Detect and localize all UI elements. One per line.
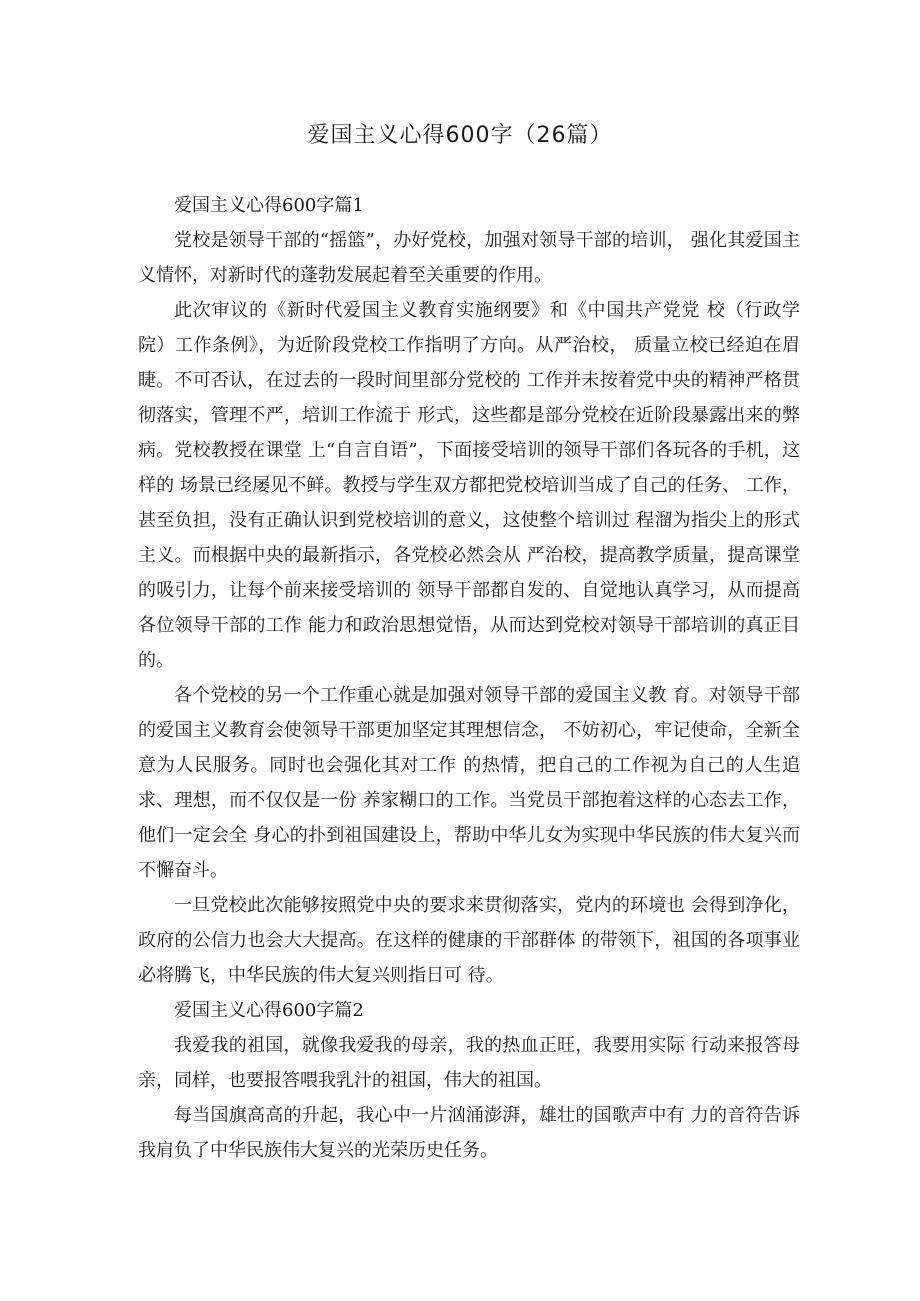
paragraph: 各个党校的另一个工作重心就是加强对领导干部的爱国主义教 育。对领导干部的爱国主义教育会使领导干部更加坚定其理想信念， 不妨初心，牢记使命，全新全意为人民服务。同时也会强化其对工作 的热情，把自己的工作视为自己的人生追求、理想，而不仅仅是一份 养家糊口的工作。当党员干部抱着这样的心态去工作，他们一定会全 身心的扑到祖国建设上，帮助中华儿女为实现中华民族的伟大复兴而 不懈奋斗。 <box>138 685 800 881</box>
section-heading-2: 爱国主义心得600字篇2 <box>174 1000 364 1021</box>
section-heading-1: 爱国主义心得600字篇1 <box>174 195 364 216</box>
paragraph: 一旦党校此次能够按照党中央的要求来贯彻落实，党内的环境也 会得到净化，政府的公信力也会大大提高。在这样的健康的干部群体 的带领下，祖国的各项事业必将腾飞，中华民族的伟大复兴则指日可 待。 <box>138 895 800 986</box>
paragraph: 党校是领导干部的“摇篮”，办好党校，加强对领导干部的培训， 强化其爱国主义情怀，对新时代的蓬勃发展起着至关重要的作用。 <box>138 230 800 286</box>
paragraph: 每当国旗高高的升起，我心中一片汹涌澎湃，雄壮的国歌声中有 力的音符告诉我肩负了中华民族伟大复兴的光荣历史任务。 <box>138 1105 800 1161</box>
document-title: 爱国主义心得600字（26篇） <box>307 123 613 148</box>
document-body <box>138 188 800 1168</box>
paragraph: 此次审议的《新时代爱国主义教育实施纲要》和《中国共产党党 校（行政学院）工作条例》，为近阶段党校工作指明了方向。从严治校， 质量立校已经迫在眉睫。不可否认，在过去的一段时间里部分党校的 工作并未按着党中央的精神严格贯彻落实，管理不严，培训工作流于 形式，这些都是部分党校在近阶段暴露出来的弊病。党校教授在课堂 上“自言自语”，下面接受培训的领导干部们各玩各的手机，这样的 场景已经屡见不鲜。教授与学生双方都把党校培训当成了自己的任务、 工作，甚至负担，没有正确认识到党校培训的意义，这使整个培训过 程溜为指尖上的形式主义。而根据中央的最新指示，各党校必然会从 严治校，提高教学质量，提高课堂的吸引力，让每个前来接受培训的 领导干部都自发的、自觉地认真学习，从而提高各位领导干部的工作 能力和政治思想觉悟，从而达到党校对领导干部培训的真正目的。 <box>138 300 800 671</box>
paragraph: 我爱我的祖国，就像我爱我的母亲，我的热血正旺，我要用实际 行动来报答母亲，同样，也要报答喂我乳汁的祖国，伟大的祖国。 <box>138 1035 800 1091</box>
